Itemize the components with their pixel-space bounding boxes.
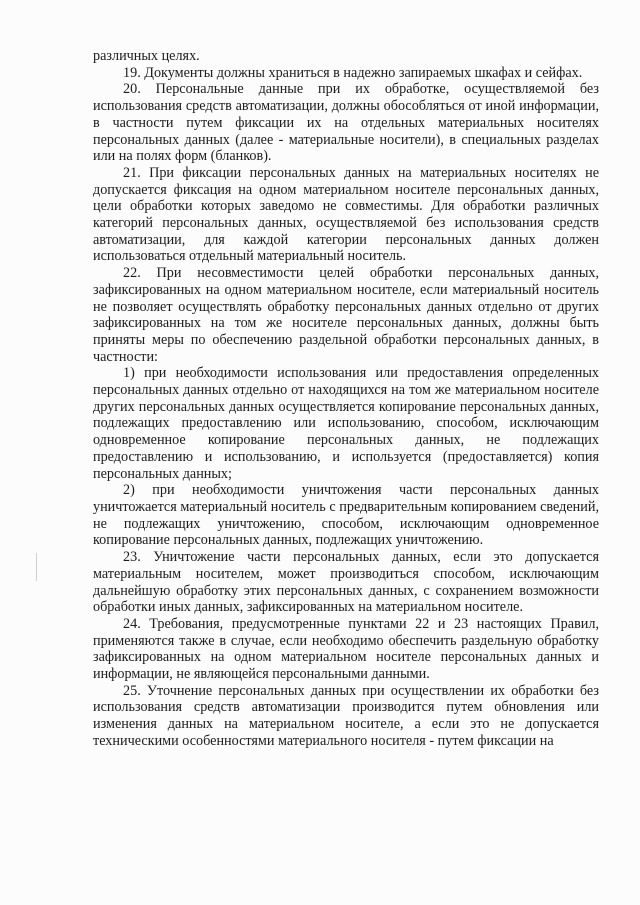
paragraph-20: 20. Персональные данные при их обработке, осуществляемой без использования средств автоматизации, должны обособляться от иной информации, в частности путем фиксации их на отдельных материальных носителях персональных данных (далее - материальные носители), в специальных разделах или на полях форм (бланков).	[93, 81, 599, 165]
paragraph-19: 19. Документы должны храниться в надежно запираемых шкафах и сейфах.	[123, 64, 583, 81]
document-body	[93, 48, 599, 750]
paragraph-25: 25. Уточнение персональных данных при осуществлении их обработки без использования средств автоматизации производится путем обновления или изменения данных на материальном носителе, а если это не допускается техническими особенностями материального носителя - путем фиксации на	[93, 682, 599, 749]
paragraph-21: 21. При фиксации персональных данных на материальных носителях не допускается фиксация на одном материальном носителе персональных данных, цели обработки которых заведомо не совместимы. Для обработки различных категорий персональных данных, осуществляемой без использования средств автоматизации, для каждой категории персональных данных должен использоваться отдельный материальный носитель.	[93, 164, 599, 265]
paragraph-22-item-1: 1) при необходимости использования или предоставления определенных персональных данных отдельно от находящихся на том же материальном носителе других персональных данных осуществляется копирование персональных данных, подлежащих предоставлению или использованию, способом, исключающим одновременное копирование персональных данных, не подлежащих предоставлению и использованию, и используется (предоставляется) копия персональных данных;	[93, 365, 599, 482]
paragraph-22: 22. При несовместимости целей обработки персональных данных, зафиксированных на одном материальном носителе, если материальный носитель не позволяет осуществлять обработку персональных данных отдельно от других зафиксированных на том же носителе персональных данных, должны быть приняты меры по обеспечению раздельной обработки персональных данных, в частности:	[93, 265, 599, 365]
paragraph-continuation: различных целях.	[93, 48, 200, 64]
scan-margin-mark	[36, 553, 37, 581]
paragraph-24: 24. Требования, предусмотренные пунктами 22 и 23 настоящих Правил, применяются также в случае, если необходимо обеспечить раздельную обработку зафиксированных на одном материальном носителе персональных данных и информации, не являющейся персональными данными.	[93, 615, 599, 683]
paragraph-23: 23. Уничтожение части персональных данных, если это допускается материальным носителем, может производиться способом, исключающим дальнейшую обработку этих персональных данных, с сохранением возможности обработки иных данных, зафиксированных на материальном носителе.	[93, 549, 599, 616]
paragraph-22-item-2: 2) при необходимости уничтожения части персональных данных уничтожается материальный носитель с предварительным копированием сведений, не подлежащих уничтожению, способом, исключающим одновременное копирование персональных данных, подлежащих уничтожению.	[93, 482, 599, 549]
